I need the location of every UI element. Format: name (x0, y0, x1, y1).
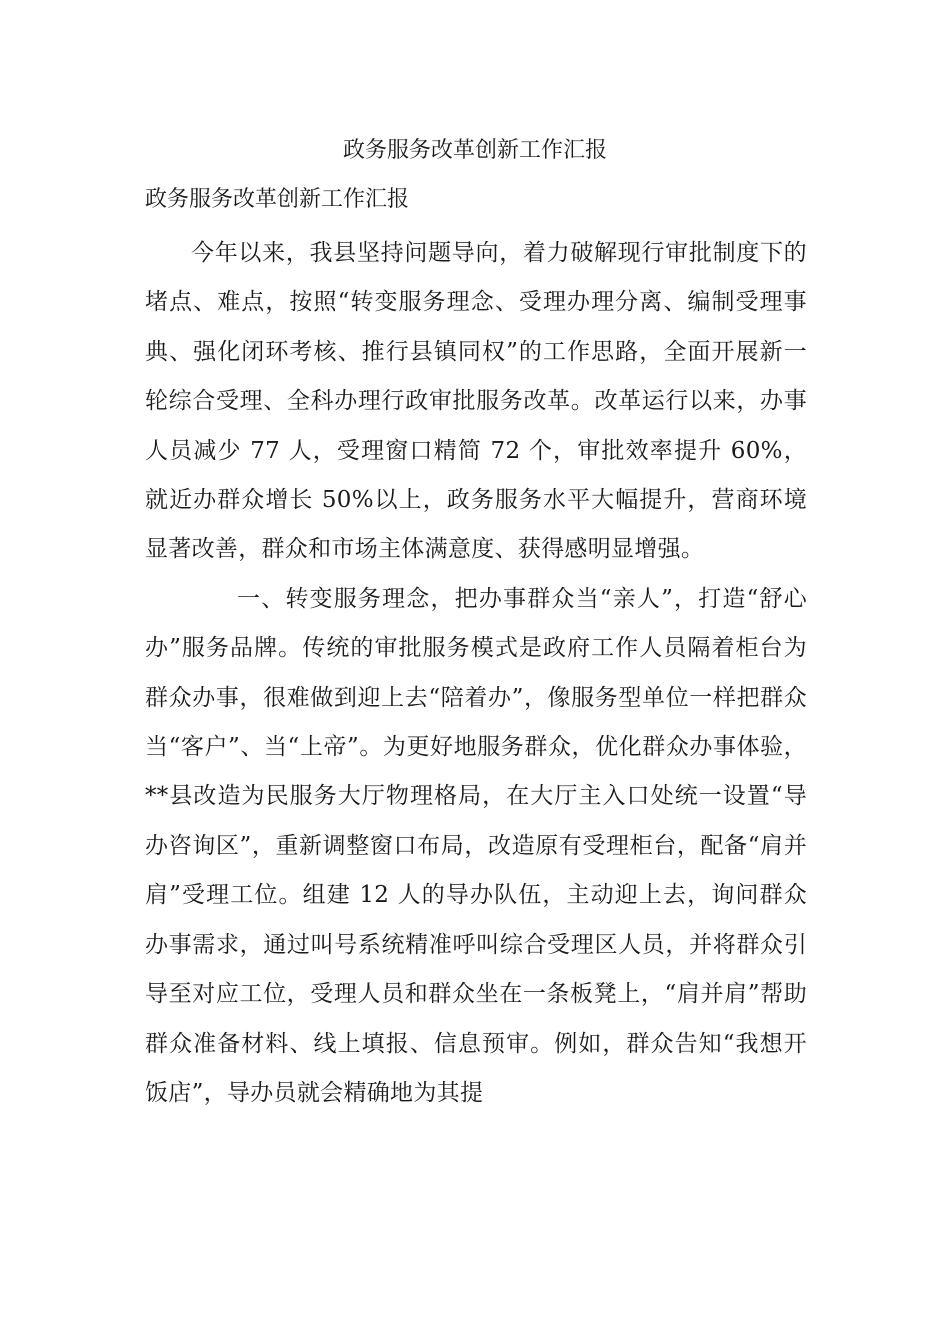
body-paragraph-section-1: 一、转变服务理念，把办事群众当“亲人”，打造“舒心办”服务品牌。传统的审批服务模式是政府工作人员隔着柜台为群众办事，很难做到迎上去“陪着办”，像服务型单位一样把群众当“客户”、当“上帝”。为更好地服务群众，优化群众办事体验，**县改造为民服务大厅物理格局，在大厅主入口处统一设置“导办咨询区”，重新调整窗口布局，改造原有受理柜台，配备“肩并肩”受理工位。组建 12 人的导办队伍，主动迎上去，询问群众办事需求，通过叫号系统精准呼叫综合受理区人员，并将群众引导至对应工位，受理人员和群众坐在一条板凳上，“肩并肩”帮助群众准备材料、线上填报、信息预审。例如，群众告知“我想开饭店”，导办员就会精确地为其提 (145, 585, 807, 1106)
document-subtitle: 政务服务改革创新工作汇报 (145, 187, 410, 212)
document-body (145, 229, 807, 1118)
document-title: 政务服务改革创新工作汇报 (342, 138, 607, 163)
body-paragraph-intro: 今年以来，我县坚持问题导向，着力破解现行审批制度下的堵点、难点，按照“转变服务理念、受理办理分离、编制受理事典、强化闭环考核、推行县镇同权”的工作思路，全面开展新一轮综合受理、全科办理行政审批服务改革。改革运行以来，办事人员减少 77 人，受理窗口精简 72 个，审批效率提升 60%，就近办群众增长 50%以上，政务服务水平大幅提升，营商环境显著改善，群众和市场主体满意度、获得感明显增强。 (145, 240, 807, 563)
